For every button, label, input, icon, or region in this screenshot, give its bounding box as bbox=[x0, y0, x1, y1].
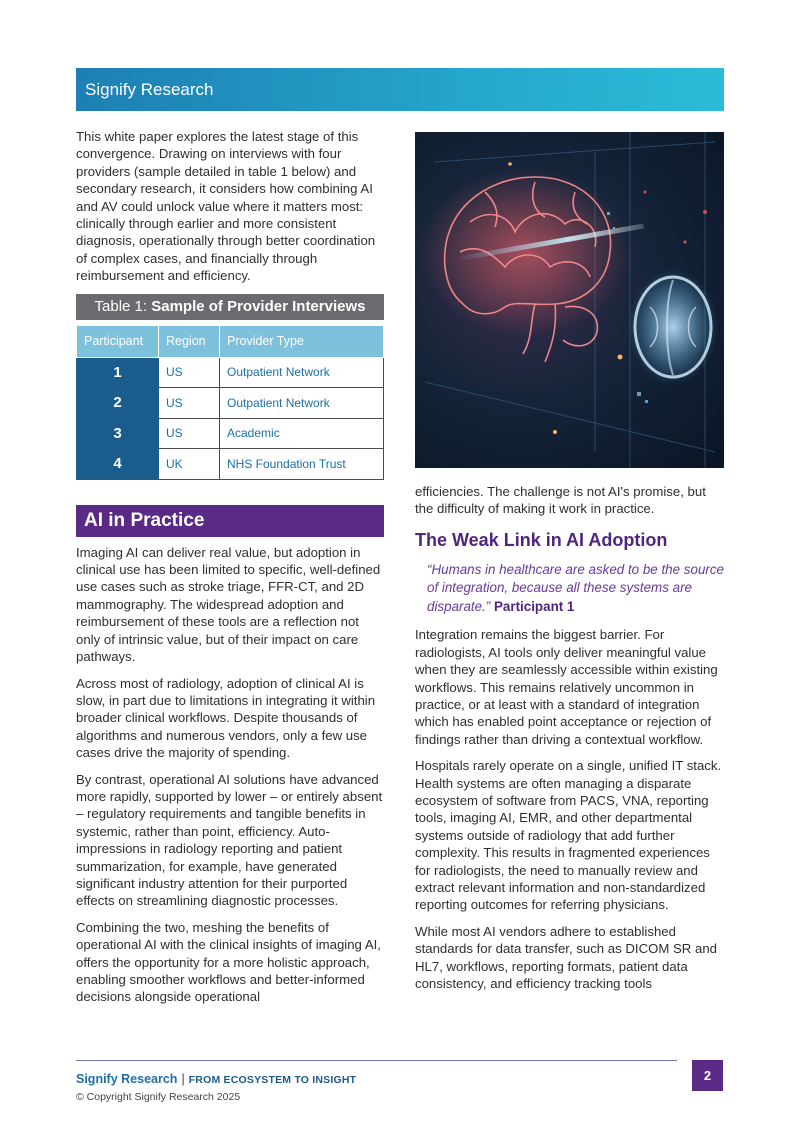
cell-provider-type: Academic bbox=[220, 418, 384, 449]
quote-attribution: Participant 1 bbox=[494, 598, 575, 614]
header-bar bbox=[76, 68, 724, 111]
body-paragraph: Hospitals rarely operate on a single, unified IT stack. Health systems are often managing a disparate ecosystem of software from PACS, VNA, reporting tools, imaging AI, EMR, and other departmental systems outside of radiology that add further complexity. This results in fragmented experiences for radiologists, the need to manually review and extract relevant information and non-standardized reporting outcomes for referring physicians. bbox=[415, 758, 722, 913]
table-title-prefix: Table 1: bbox=[94, 297, 152, 315]
quote-text: “Humans in healthcare are asked to be the source of integration, because all these systems are disparate.” bbox=[427, 561, 724, 614]
body-paragraph: Integration remains the biggest barrier. For radiologists, AI tools only deliver meaningful value when they are seamlessly accessible within existing workflows. This remains relatively uncommon in practice, or at least with a standard of integration which has enabled point acceptance or rejection of findings rather than driving a contextual workflow. bbox=[415, 627, 718, 747]
cell-participant: 2 bbox=[77, 388, 159, 419]
body-paragraph: Combining the two, meshing the benefits of operational AI with the clinical insights of imaging AI, offers the opportunity for a more holistic approach, enabling smoother workflows and better-informed decisions alongside operational bbox=[76, 919, 381, 1005]
page-number: 2 bbox=[692, 1060, 723, 1091]
cell-participant: 4 bbox=[77, 449, 159, 480]
section-title-weak-link: The Weak Link in AI Adoption bbox=[415, 529, 668, 550]
header-provider-type: Provider Type bbox=[220, 325, 384, 357]
body-paragraph: Imaging AI can deliver real value, but adoption in clinical use has been limited to specific, well-defined use cases such as stroke triage, FFR-CT, and 2D mammography. The widespread adoption and reimbursement of these tools are a reflection not only of intrinsic value, but of their impact on care pathways. bbox=[76, 544, 381, 665]
table-title-bold: Sample of Provider Interviews bbox=[151, 297, 366, 315]
body-paragraph: While most AI vendors adhere to established standards for data transfer, such as DICOM SR and HL7, workflows, reporting formats, patient data consistency, and efficiency tracking tools bbox=[415, 923, 717, 992]
table-title bbox=[76, 294, 384, 320]
footer-separator: | bbox=[181, 1072, 185, 1086]
body-paragraph: By contrast, operational AI solutions have advanced more rapidly, supported by lower – or entirely absent – regulatory requirements and tangible benefits in systemic, rather than point, efficiency. Auto-impressions in radiology reporting and patient summarization, for example, have generated significant industry attention for their purported effects on streamlining diagnostic processes. bbox=[76, 771, 383, 909]
cell-region: US bbox=[159, 357, 220, 388]
right-column bbox=[415, 132, 725, 992]
brain-illustration bbox=[415, 132, 724, 468]
intro-paragraph: This white paper explores the latest stage of this convergence. Drawing on interviews with four providers (sample detailed in table 1 below) and secondary research, it considers how combining AI and AV could unlock value where it matters most: clinically through earlier and more consistent diagnosis, operationally through better coordination of complex cases, and financially through reimbursement and efficiency. bbox=[76, 129, 376, 284]
footer-brand-name: Signify Research bbox=[76, 1072, 178, 1086]
header-title: Signify Research bbox=[85, 80, 214, 99]
cell-region: US bbox=[159, 418, 220, 449]
footer-divider bbox=[76, 1060, 677, 1061]
footer-brand bbox=[76, 1072, 356, 1086]
brain-scan-image bbox=[415, 132, 724, 468]
body-paragraph: Across most of radiology, adoption of clinical AI is slow, in part due to limitations in integrating it within broader clinical workflows. Despite thousands of algorithms and numerous vendors, only a few use cases drive the majority of spending. bbox=[76, 675, 376, 761]
cell-provider-type: NHS Foundation Trust bbox=[220, 449, 384, 480]
cell-provider-type: Outpatient Network bbox=[220, 388, 384, 419]
continued-paragraph: efficiencies. The challenge is not AI's promise, but the difficulty of making it work in practice. bbox=[415, 484, 706, 517]
section-title-ai-in-practice: AI in Practice bbox=[76, 505, 384, 537]
header-region: Region bbox=[159, 325, 220, 357]
table-row bbox=[77, 449, 384, 480]
provider-table bbox=[76, 325, 384, 480]
table-row bbox=[77, 418, 384, 449]
left-column bbox=[76, 128, 386, 1006]
footer-tagline: FROM ECOSYSTEM TO INSIGHT bbox=[188, 1074, 357, 1086]
table-header-row bbox=[77, 325, 384, 357]
cell-region: UK bbox=[159, 449, 220, 480]
cell-provider-type: Outpatient Network bbox=[220, 357, 384, 388]
header-participant: Participant bbox=[77, 325, 159, 357]
table-row bbox=[77, 357, 384, 388]
footer-copyright: © Copyright Signify Research 2025 bbox=[76, 1091, 241, 1103]
pull-quote bbox=[427, 561, 725, 617]
cell-participant: 1 bbox=[77, 357, 159, 388]
cell-participant: 3 bbox=[77, 418, 159, 449]
right-text bbox=[415, 483, 725, 992]
cell-region: US bbox=[159, 388, 220, 419]
table-row bbox=[77, 388, 384, 419]
